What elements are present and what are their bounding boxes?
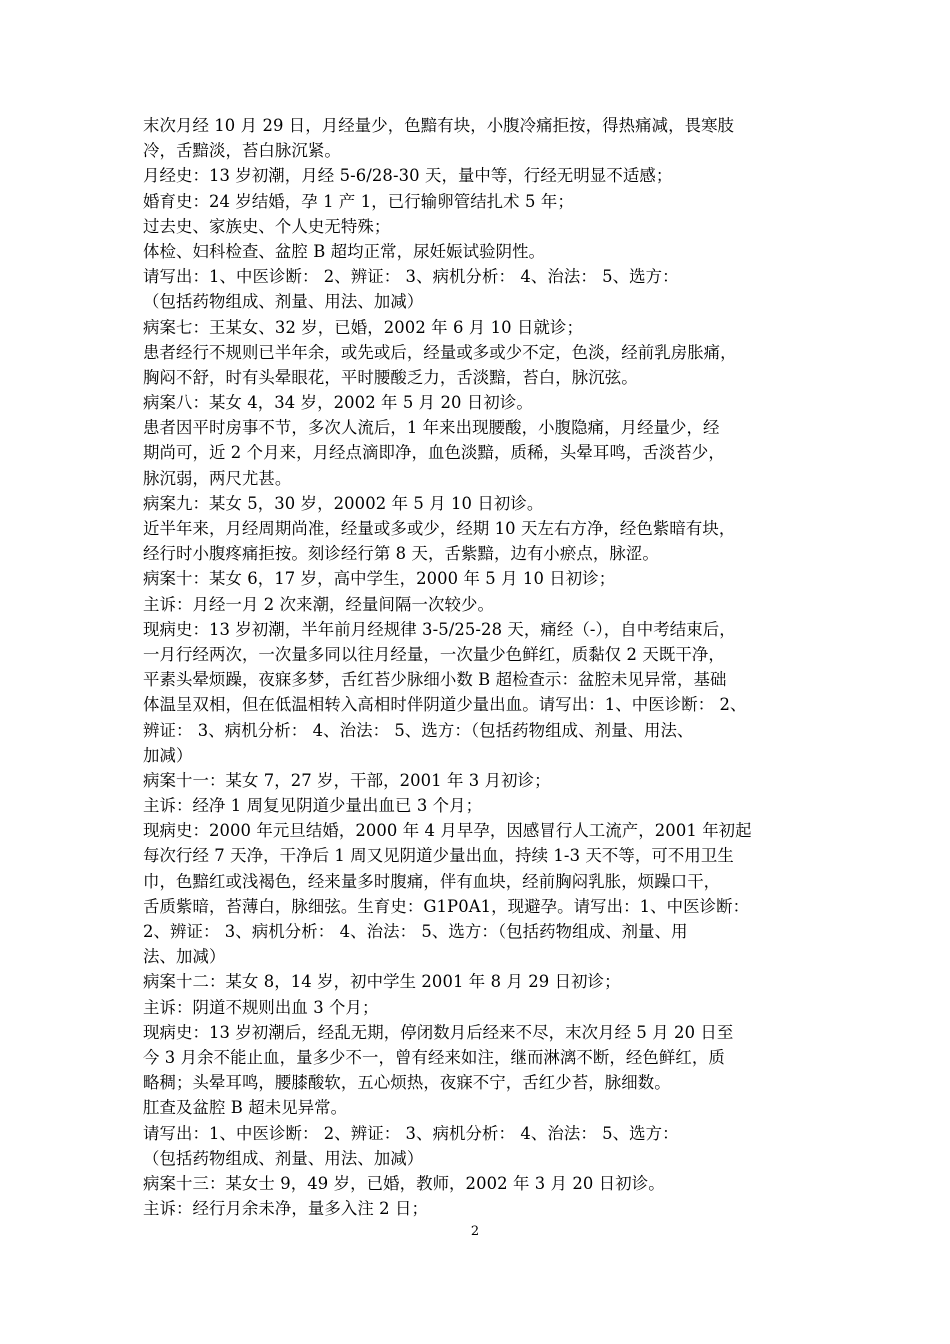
text-line: 主诉：月经一月 2 次来潮，经量间隔一次较少。 (143, 594, 494, 614)
text-line: 胸闷不舒，时有头晕眼花，平时腰酸乏力，舌淡黯，苔白，脉沉弦。 (143, 367, 638, 387)
text-line: 经行时小腹疼痛拒按。刻诊经行第 8 天，舌紫黯，边有小瘀点，脉涩。 (143, 544, 659, 564)
text-line: 主诉：阴道不规则出血 3 个月； (143, 997, 379, 1017)
text-line: 巾，色黯红或浅褐色，经来量多时腹痛，伴有血块，经前胸闷乳胀，烦躁口干， (143, 871, 721, 891)
text-line: 病案十：某女 6，17 岁，高中学生，2000 年 5 月 10 日初诊； (143, 569, 616, 589)
text-line: 现病史：13 岁初潮后，经乱无期，停闭数月后经来不尽，末次月经 5 月 20 日至 (143, 1022, 734, 1042)
page-number: 2 (470, 1224, 480, 1239)
text-line: 月经史：13 岁初潮，月经 5-6/28-30 天，量中等，行经无明显不适感； (143, 166, 673, 186)
text-line: 主诉：经净 1 周复见阴道少量出血已 3 个月； (143, 796, 483, 816)
text-line: 辨证： 3、病机分析： 4、治法： 5、选方：（包括药物组成、剂量、用法、 (143, 720, 694, 740)
text-line: 患者经行不规则已半年余，或先或后，经量或多或少不定，色淡，经前乳房胀痛， (143, 342, 737, 362)
text-line: 病案八：某女 4，34 岁，2002 年 5 月 20 日初诊。 (143, 393, 533, 413)
text-line: 略稠；头晕耳鸣，腰膝酸软，五心烦热，夜寐不宁，舌红少苔，脉细数。 (143, 1073, 671, 1093)
text-line: 肛查及盆腔 B 超未见异常。 (143, 1098, 348, 1118)
text-line: 平素头晕烦躁，夜寐多梦，舌红苔少脉细小数 B 超检查示：盆腔未见异常，基础 (143, 670, 727, 690)
text-line: 冷，舌黯淡，苔白脉沉紧。 (143, 141, 341, 161)
text-line: 加减） (143, 745, 193, 765)
text-line: 法、加减） (143, 947, 226, 967)
text-line: 主诉：经行月余未净，量多入注 2 日； (143, 1199, 428, 1219)
text-line: （包括药物组成、剂量、用法、加减） (143, 292, 424, 312)
text-line: 2、辨证： 3、病机分析： 4、治法： 5、选方：（包括药物组成、剂量、用 (143, 922, 688, 941)
text-line: 婚育史：24 岁结婚，孕 1 产 1，已行输卵管结扎术 5 年； (143, 191, 574, 211)
text-line: 舌质紫暗，苔薄白，脉细弦。生育史：G1P0A1，现避孕。请写出：1、中医诊断： (143, 896, 750, 916)
text-line: 病案十二：某女 8，14 岁，初中学生 2001 年 8 月 29 日初诊； (143, 972, 621, 992)
text-line: 请写出：1、中医诊断： 2、辨证： 3、病机分析： 4、治法： 5、选方： (143, 267, 679, 287)
text-line: （包括药物组成、剂量、用法、加减） (143, 1148, 424, 1168)
text-line: 病案十三：某女士 9，49 岁，已婚，教师，2002 年 3 月 20 日初诊。 (143, 1173, 665, 1193)
text-line: 请写出：1、中医诊断： 2、辨证： 3、病机分析： 4、治法： 5、选方： (143, 1123, 679, 1143)
text-line: 体温呈双相，但在低温相转入高相时伴阴道少量出血。请写出：1、中医诊断： 2、 (143, 695, 747, 715)
text-line: 体检、妇科检查、盆腔 B 超均正常，尿妊娠试验阴性。 (143, 241, 546, 261)
text-line: 脉沉弱，两尺尤甚。 (143, 468, 292, 488)
text-line: 现病史：13 岁初潮，半年前月经规律 3-5/25-28 天，痛经（-），自中考结束后， (143, 619, 736, 639)
text-line: 病案七：王某女、32 岁，已婚，2002 年 6 月 10 日就诊； (143, 317, 583, 337)
text-line: 期尚可，近 2 个月来，月经点滴即净，血色淡黯，质稀，头晕耳鸣，舌淡苔少， (143, 443, 725, 463)
text-line: 病案十一：某女 7，27 岁，干部，2001 年 3 月初诊； (143, 770, 551, 790)
text-line: 患者因平时房事不节，多次人流后，1 年来出现腰酸，小腹隐痛，月经量少，经 (143, 418, 720, 438)
text-line: 今 3 月余不能止血，量多少不一，曾有经来如注，继而淋漓不断，经色鲜红，质 (143, 1047, 725, 1067)
text-line: 近半年来，月经周期尚准，经量或多或少，经期 10 天左右方净，经色紫暗有块， (143, 519, 736, 538)
text-line: 病案九：某女 5，30 岁，20002 年 5 月 10 日初诊。 (143, 493, 544, 513)
text-line: 末次月经 10 月 29 日，月经量少，色黯有块，小腹冷痛拒按，得热痛减，畏寒肢 (143, 116, 735, 135)
document-body (143, 113, 813, 1221)
text-line: 一月行经两次，一次量多同以往月经量，一次量少色鲜红，质黏仅 2 天既干净， (143, 644, 725, 664)
text-line: 过去史、家族史、个人史无特殊； (143, 216, 391, 236)
text-line: 每次行经 7 天净，干净后 1 周又见阴道少量出血，持续 1-3 天不等，可不用卫生 (143, 846, 734, 866)
text-line: 现病史：2000 年元旦结婚，2000 年 4 月早孕，因感冒行人工流产，2001 年初起 (143, 821, 752, 841)
